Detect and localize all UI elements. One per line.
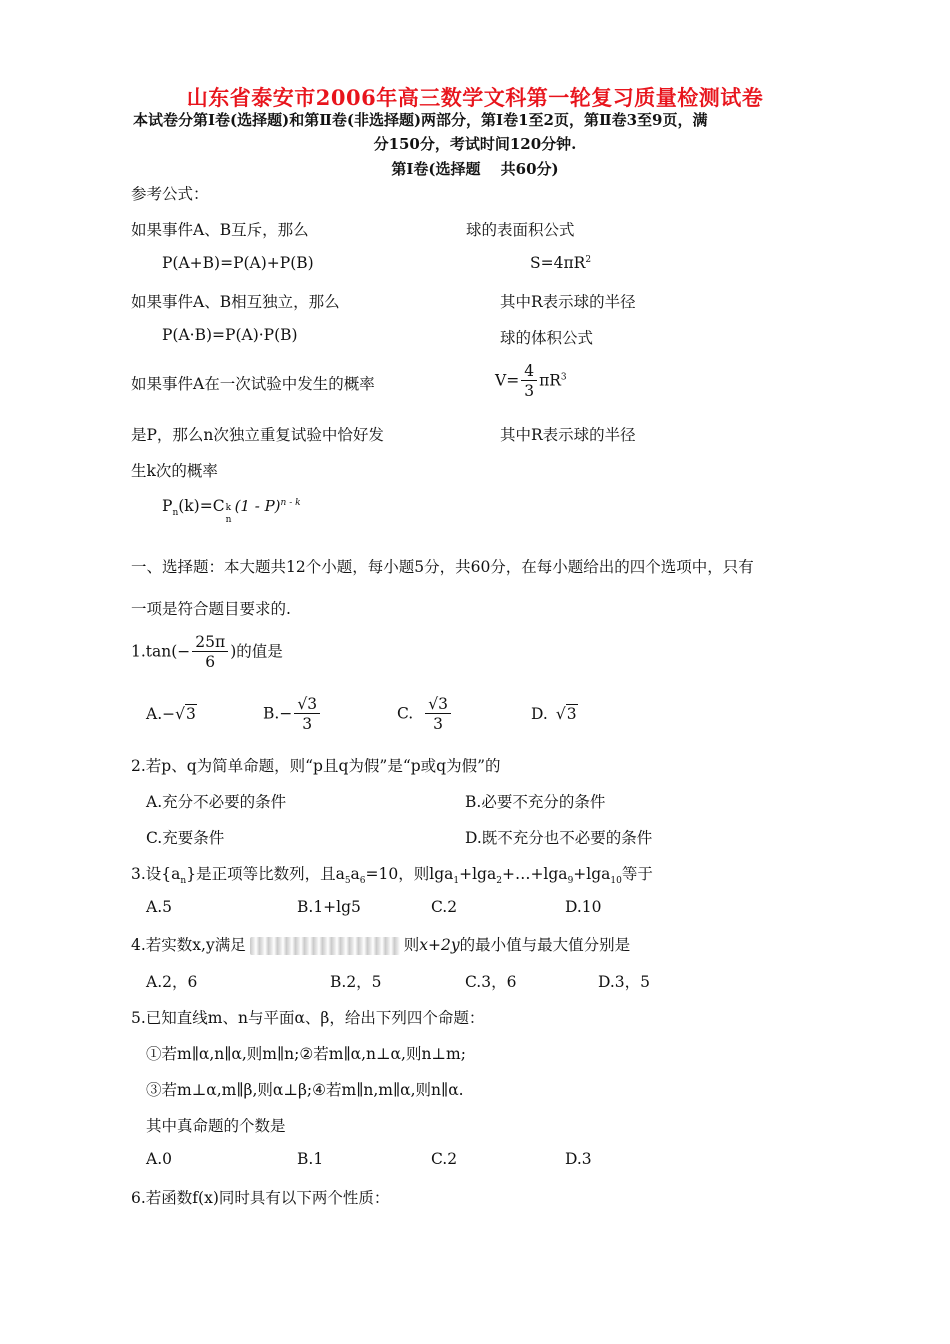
- q3-sub-2: 2: [496, 876, 502, 887]
- volume-exp: 3: [560, 372, 567, 383]
- question-2-stem: 2.若p、q为简单命题，则“p且q为假”是“p或q为假”的: [131, 757, 501, 775]
- q1-den: 6: [205, 653, 216, 671]
- pn-sub-n: n: [172, 508, 179, 519]
- comb-n: n: [225, 515, 232, 525]
- q3-sub-1: 1: [453, 876, 460, 887]
- formula-left-4: 是P，那么n次独立重复试验中恰好发: [131, 426, 384, 444]
- q1-d-label: D.: [531, 705, 548, 723]
- q1-option-a: [146, 705, 197, 723]
- q2-option-a: A.充分不必要的条件: [146, 793, 287, 811]
- q5-option-c: C.2: [431, 1150, 458, 1168]
- q3-option-b: B.1+lg5: [297, 898, 361, 916]
- q3-part-e: +lga: [459, 865, 497, 883]
- q1-suffix: )的值是: [230, 642, 283, 661]
- section1-line-2: 一项是符合题目要求的.: [131, 600, 291, 618]
- formula-left-1-eq: P(A+B)=P(A)+P(B): [162, 254, 314, 272]
- q4-option-a: A.2，6: [146, 973, 198, 991]
- q2-option-c: C.充要条件: [146, 829, 225, 847]
- q5-option-b: B.1: [297, 1150, 324, 1168]
- q1-fraction: [192, 633, 228, 672]
- constraint-system-image: [250, 937, 400, 955]
- formula-left-1: 如果事件A、B互斥，那么: [131, 221, 309, 239]
- q3-sub-6: 6: [359, 876, 366, 887]
- question-1-stem: [131, 633, 283, 672]
- q4-part-b: 则: [403, 936, 420, 954]
- q4-option-c: C.3，6: [465, 973, 517, 991]
- formula-left-5: 生k次的概率: [131, 462, 218, 480]
- q3-part-g: +lga: [573, 865, 611, 883]
- q5-proposition-line-2: ③若m⊥α,m∥β,则α⊥β;④若m∥n,m∥α,则n∥α.: [146, 1081, 464, 1099]
- q3-part-b: }是正项等比数列，且a: [186, 865, 345, 883]
- comb-indices: [225, 497, 235, 525]
- volume-den: 3: [524, 382, 535, 400]
- formula-right-3: 球的体积公式: [500, 329, 594, 347]
- formula-right-volume: [495, 362, 567, 401]
- q3-sub-10: 10: [610, 876, 622, 887]
- pn-paren: (1 - P): [234, 497, 281, 515]
- q1-b-fraction: [294, 695, 320, 734]
- q1-a-label: A.−: [146, 705, 176, 723]
- q4-expression: x+2y: [419, 936, 460, 954]
- formula-heading: 参考公式：: [131, 185, 209, 203]
- intro-line-2: 分150分，考试时间120分钟.: [373, 135, 577, 153]
- q2-option-d: D.既不充分也不必要的条件: [465, 829, 653, 847]
- binomial-formula: [162, 497, 301, 525]
- q3-option-c: C.2: [431, 898, 458, 916]
- q3-part-c: a: [350, 865, 360, 883]
- q1-prefix: 1.tan(−: [131, 642, 191, 661]
- volume-num: 4: [521, 362, 537, 381]
- q1-num: 25π: [192, 633, 228, 652]
- volume-fraction: [521, 362, 537, 401]
- comb-k: k: [225, 503, 232, 513]
- q1-option-d: [531, 705, 578, 723]
- question-5-stem: 5.已知直线m、n与平面α、β，给出下列四个命题：: [131, 1009, 485, 1027]
- q1-d-sqrt: √3: [555, 705, 577, 723]
- q3-part-f: +…+lga: [501, 865, 568, 883]
- q4-option-b: B.2，5: [330, 973, 382, 991]
- q1-d-rad: 3: [566, 705, 577, 723]
- q1-option-b: [263, 695, 322, 734]
- question-4-stem: [131, 933, 630, 955]
- q1-c-den: 3: [433, 715, 444, 733]
- formula-right-2: 其中R表示球的半径: [500, 293, 636, 311]
- q1-a-rad: 3: [186, 705, 196, 723]
- volume-suffix: πR: [539, 371, 561, 390]
- q1-c-fraction: [425, 695, 451, 734]
- q3-sub-n: n: [180, 876, 187, 887]
- q3-part-a: 3.设{a: [131, 865, 181, 883]
- q4-part-c: 的最小值与最大值分别是: [459, 936, 631, 954]
- q3-part-h: 等于: [621, 865, 653, 883]
- q3-part-d: =10，则lga: [365, 865, 454, 883]
- formula-left-2: 如果事件A、B相互独立，那么: [131, 293, 340, 311]
- sphere-area-eq: S=4πR: [530, 254, 586, 272]
- q5-question-line: 其中真命题的个数是: [146, 1117, 286, 1135]
- pn-exp: n - k: [280, 497, 301, 508]
- q1-b-rad: 3: [307, 695, 318, 713]
- q5-option-d: D.3: [565, 1150, 592, 1168]
- question-6-stem: 6.若函数f(x)同时具有以下两个性质：: [131, 1189, 390, 1207]
- intro-line-1: 本试卷分第Ⅰ卷(选择题)和第Ⅱ卷(非选择题)两部分，第Ⅰ卷1至2页，第Ⅱ卷3至9页，满: [133, 111, 708, 129]
- formula-right-4: 其中R表示球的半径: [500, 426, 636, 444]
- formula-left-3: 如果事件A在一次试验中发生的概率: [131, 375, 375, 393]
- formula-left-2-eq: P(A·B)=P(A)·P(B): [162, 326, 298, 344]
- q1-a-sqrt: √3: [175, 705, 196, 723]
- sphere-area-exp: 2: [585, 254, 592, 265]
- section-title: 第Ⅰ卷(选择题 共60分): [391, 160, 559, 178]
- q4-part-a: 4.若实数x,y满足: [131, 936, 246, 954]
- q1-b-label: B.−: [263, 704, 293, 723]
- formula-right-1: 球的表面积公式: [466, 221, 575, 239]
- q5-proposition-line-1: ①若m∥α,n∥α,则m∥n;②若m∥α,n⊥α,则n⊥m;: [146, 1045, 466, 1063]
- section1-line-1: 一、选择题：本大题共12个小题，每小题5分，共60分，在每小题给出的四个选项中，只有: [131, 558, 754, 576]
- formula-right-1-eq: [530, 254, 591, 272]
- q5-option-a: A.0: [146, 1150, 172, 1168]
- q3-sub-5: 5: [344, 876, 351, 887]
- q1-b-den: 3: [302, 715, 313, 733]
- q1-c-rad: 3: [438, 695, 448, 713]
- q1-b-num: √3: [294, 695, 320, 714]
- q1-c-num: √3: [425, 695, 451, 714]
- q4-option-d: D.3，5: [598, 973, 651, 991]
- q1-option-c: [397, 695, 453, 734]
- q1-c-label: C.: [397, 704, 414, 723]
- pn-p: P: [162, 497, 173, 515]
- q3-sub-9: 9: [567, 876, 574, 887]
- q3-option-d: D.10: [565, 898, 602, 916]
- pn-mid: (k)=C: [178, 497, 225, 515]
- page-title: 山东省泰安市2006年高三数学文科第一轮复习质量检测试卷: [186, 85, 764, 110]
- volume-prefix: V=: [495, 371, 520, 390]
- question-3-stem: [131, 862, 653, 886]
- q2-option-b: B.必要不充分的条件: [465, 793, 606, 811]
- q3-option-a: A.5: [146, 898, 172, 916]
